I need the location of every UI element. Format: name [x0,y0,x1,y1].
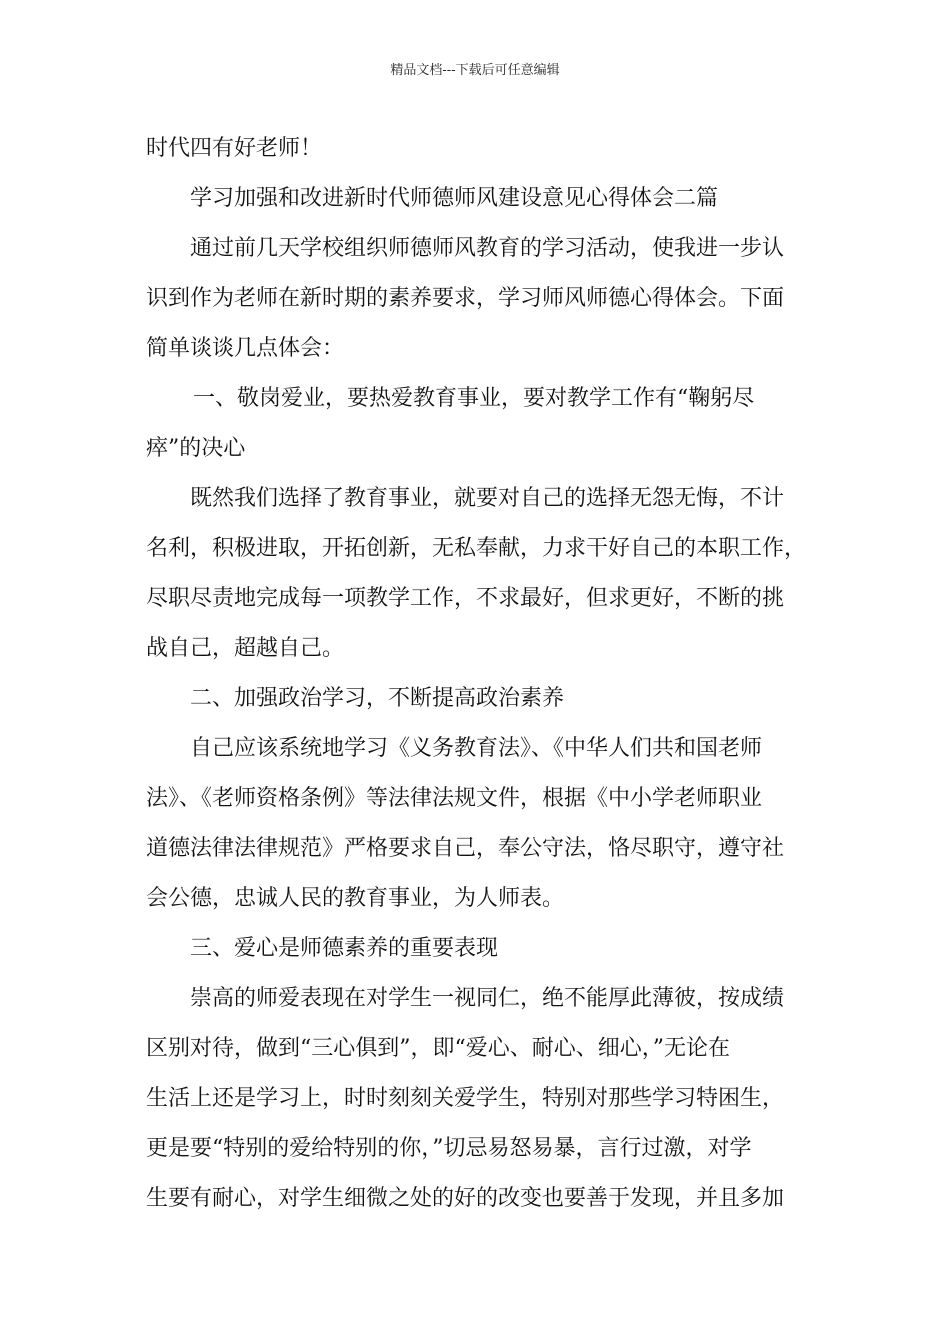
text-line-10: 尽职尽责地完成每一项教学工作，不求最好，但求更好，不断的挑 [146,586,785,611]
page-header: 精品文档---下载后可任意编辑 [390,63,560,78]
text-line-21: 更是要“特别的爱给特别的你，”切忌易怒易暴，言行过激，对学 [146,1136,752,1161]
text-line-1: 时代四有好老师！ [146,136,323,161]
text-line-18: 崇高的师爱表现在对学生一视同仁，绝不能厚此薄彼，按成绩 [190,986,785,1011]
text-line-9: 名利，积极进取，开拓创新，无私奉献，力求干好自己的本职工作， [146,536,807,561]
text-line-22: 生要有耐心，对学生细微之处的好的改变也要善于发现，并且多加 [146,1186,785,1211]
text-line-19: 区别对待，做到“三心俱到”，即“爱心、耐心、细心，”无论在 [146,1036,730,1061]
article-title: 学习加强和改进新时代师德师风建设意见心得体会二篇 [190,186,719,211]
text-line-14: 法》、《老师资格条例》等法律法规文件，根据《中小学老师职业 [146,786,763,811]
text-line-13: 自己应该系统地学习《义务教育法》、《中华人们共和国老师 [190,736,763,761]
text-line-3: 通过前几天学校组织师德师风教育的学习活动，使我进一步认 [190,236,785,261]
text-line-16: 会公德，忠诚人民的教育事业，为人师表。 [146,886,565,911]
section-heading-1: 一、敬岗爱业，要热爱教育事业，要对教学工作有“鞠躬尽 [193,386,755,411]
section-heading-2: 二、加强政治学习，不断提高政治素养 [190,686,565,711]
text-line-15: 道德法律法律规范》严格要求自己，奉公守法，恪尽职守，遵守社 [146,836,785,861]
text-line-8: 既然我们选择了教育事业，就要对自己的选择无怨无悔，不计 [190,486,785,511]
text-line-4: 识到作为老师在新时期的素养要求，学习师风师德心得体会。下面 [146,286,785,311]
text-line-20: 生活上还是学习上，时时刻刻关爱学生，特别对那些学习特困生， [146,1086,785,1111]
text-line-5: 简单谈谈几点体会： [146,336,345,361]
text-line-7: 瘁”的决心 [146,436,246,461]
section-heading-3: 三、爱心是师德素养的重要表现 [190,936,499,961]
text-line-11: 战自己，超越自己。 [146,636,345,661]
